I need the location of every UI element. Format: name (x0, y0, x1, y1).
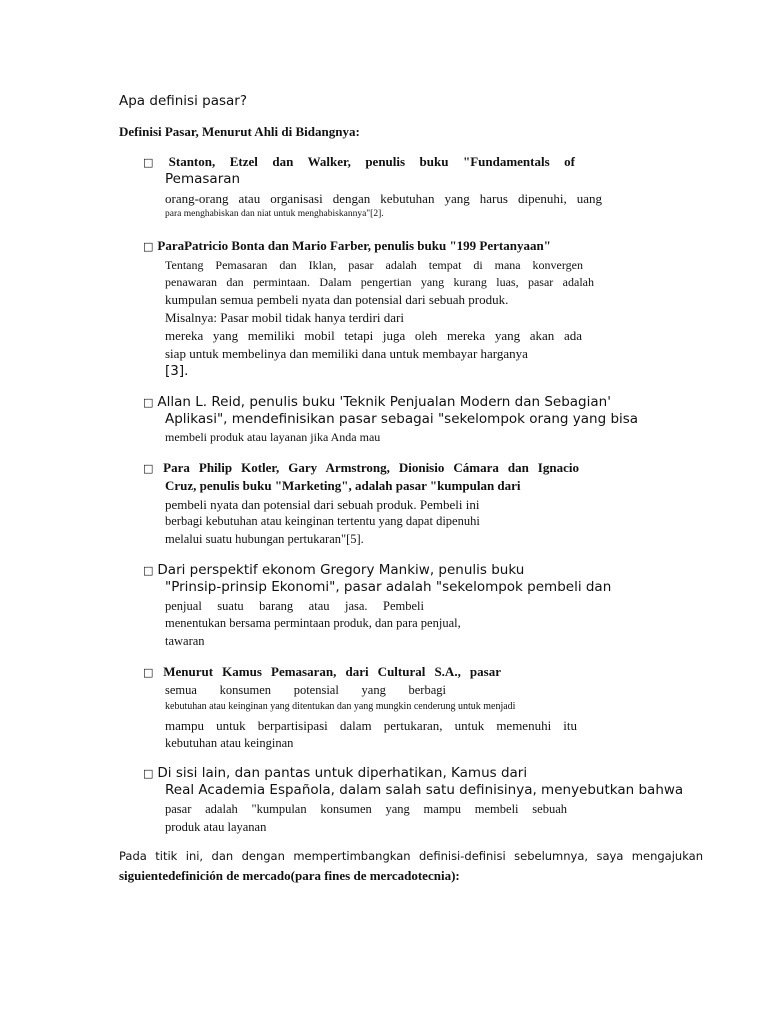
definition-item-5-body-line: penjual suatu barang atau jasa. Pembeli (165, 599, 424, 613)
definition-item-7-body-line: produk atau layanan (165, 820, 267, 834)
definition-item-5-body-line: tawaran (165, 634, 205, 648)
definition-item-1-body-line: orang-orang atau organisasi dengan kebutuhan yang harus dipenuhi, uang (165, 191, 602, 206)
section-subtitle: Definisi Pasar, Menurut Ahli di Bidangnya: (119, 124, 360, 139)
definition-item-5-heading: □ Dari perspektif ekonom Gregory Mankiw, penulis buku (143, 562, 525, 578)
checkbox-bullet-icon: □ (143, 767, 154, 780)
definition-item-2-body-line: mereka yang memiliki mobil tetapi juga oleh mereka yang akan ada (165, 328, 582, 343)
definition-item-4-body-line: pembeli nyata dan potensial dari sebuah produk. Pembeli ini (165, 497, 480, 512)
definition-item-4-heading: □ Para Philip Kotler, Gary Armstrong, Dionisio Cámara dan Ignacio (143, 460, 579, 475)
definition-item-3-body-line: membeli produk atau layanan jika Anda mau (165, 430, 381, 444)
definition-item-5-heading-cont: "Prinsip-prinsip Ekonomi", pasar adalah "sekelompok pembeli dan (165, 579, 612, 595)
definition-item-7-heading: □ Di sisi lain, dan pantas untuk diperhatikan, Kamus dari (143, 765, 528, 781)
definition-item-2-body-line: [3]. (165, 363, 189, 379)
checkbox-bullet-icon: □ (143, 240, 154, 253)
page-title: Apa definisi pasar? (119, 93, 247, 109)
definition-item-2-body-line: Tentang Pemasaran dan Iklan, pasar adalah tempat di mana konvergen (165, 258, 583, 272)
definition-item-7-heading-cont: Real Academia Española, dalam salah satu definisinya, menyebutkan bahwa (165, 782, 684, 798)
definition-item-3-heading-cont: Aplikasi", mendefinisikan pasar sebagai "sekelompok orang yang bisa (165, 411, 639, 427)
definition-item-1-body-line: para menghabiskan dan niat untuk menghabiskannya"[2]. (165, 209, 384, 219)
definition-item-6-body-line: kebutuhan atau keinginan (165, 736, 294, 750)
definition-item-2-body-line: penawaran dan permintaan. Dalam pengertian yang kurang luas, pasar adalah (165, 275, 594, 289)
checkbox-bullet-icon: □ (143, 462, 160, 475)
definition-item-4-body-line: berbagi kebutuhan atau keinginan tertentu yang dapat dipenuhi (165, 514, 480, 528)
definition-item-2-body-line: siap untuk membelinya dan memiliki dana untuk membayar harganya (165, 346, 528, 361)
definition-item-7-body-line: pasar adalah "kumpulan konsumen yang mampu membeli sebuah (165, 802, 567, 816)
definition-item-6-body-line: semua konsumen potensial yang berbagi (165, 683, 446, 697)
definition-item-4-heading-cont: Cruz, penulis buku "Marketing", adalah pasar "kumpulan dari (165, 478, 521, 493)
definition-item-2-body-line: kumpulan semua pembeli nyata dan potensial dari sebuah produk. (165, 292, 509, 307)
checkbox-bullet-icon: □ (143, 396, 154, 409)
definition-item-5-body-line: menentukan bersama permintaan produk, dan para penjual, (165, 616, 461, 630)
definition-item-6-body-line: kebutuhan atau keinginan yang ditentukan dan yang mungkin cenderung untuk menjadi (165, 701, 516, 712)
checkbox-bullet-icon: □ (143, 156, 165, 169)
definition-item-1-heading: □ Stanton, Etzel dan Walker, penulis buku "Fundamentals of (143, 154, 575, 169)
definition-item-1-heading-cont: Pemasaran (165, 171, 241, 187)
definition-item-2-body-line: Misalnya: Pasar mobil tidak hanya terdiri dari (165, 310, 404, 325)
definition-item-6-body-line: mampu untuk berpartisipasi dalam pertukaran, untuk memenuhi itu (165, 718, 577, 733)
closing-paragraph-line: Pada titik ini, dan dengan mempertimbangkan definisi-definisi sebelumnya, saya mengajukan (119, 849, 703, 863)
definition-item-4-body-line: melalui suatu hubungan pertukaran"[5]. (165, 532, 364, 546)
definition-item-3-heading: □ Allan L. Reid, penulis buku 'Teknik Penjualan Modern dan Sebagian' (143, 394, 611, 410)
checkbox-bullet-icon: □ (143, 564, 154, 577)
checkbox-bullet-icon: □ (143, 666, 160, 679)
definition-item-2-heading: □ ParaPatricio Bonta dan Mario Farber, penulis buku "199 Pertanyaan" (143, 238, 551, 253)
closing-paragraph-line-bold: siguientedefinición de mercado(para fines de mercadotecnia): (119, 868, 460, 883)
definition-item-6-heading: □ Menurut Kamus Pemasaran, dari Cultural S.A., pasar (143, 664, 501, 679)
